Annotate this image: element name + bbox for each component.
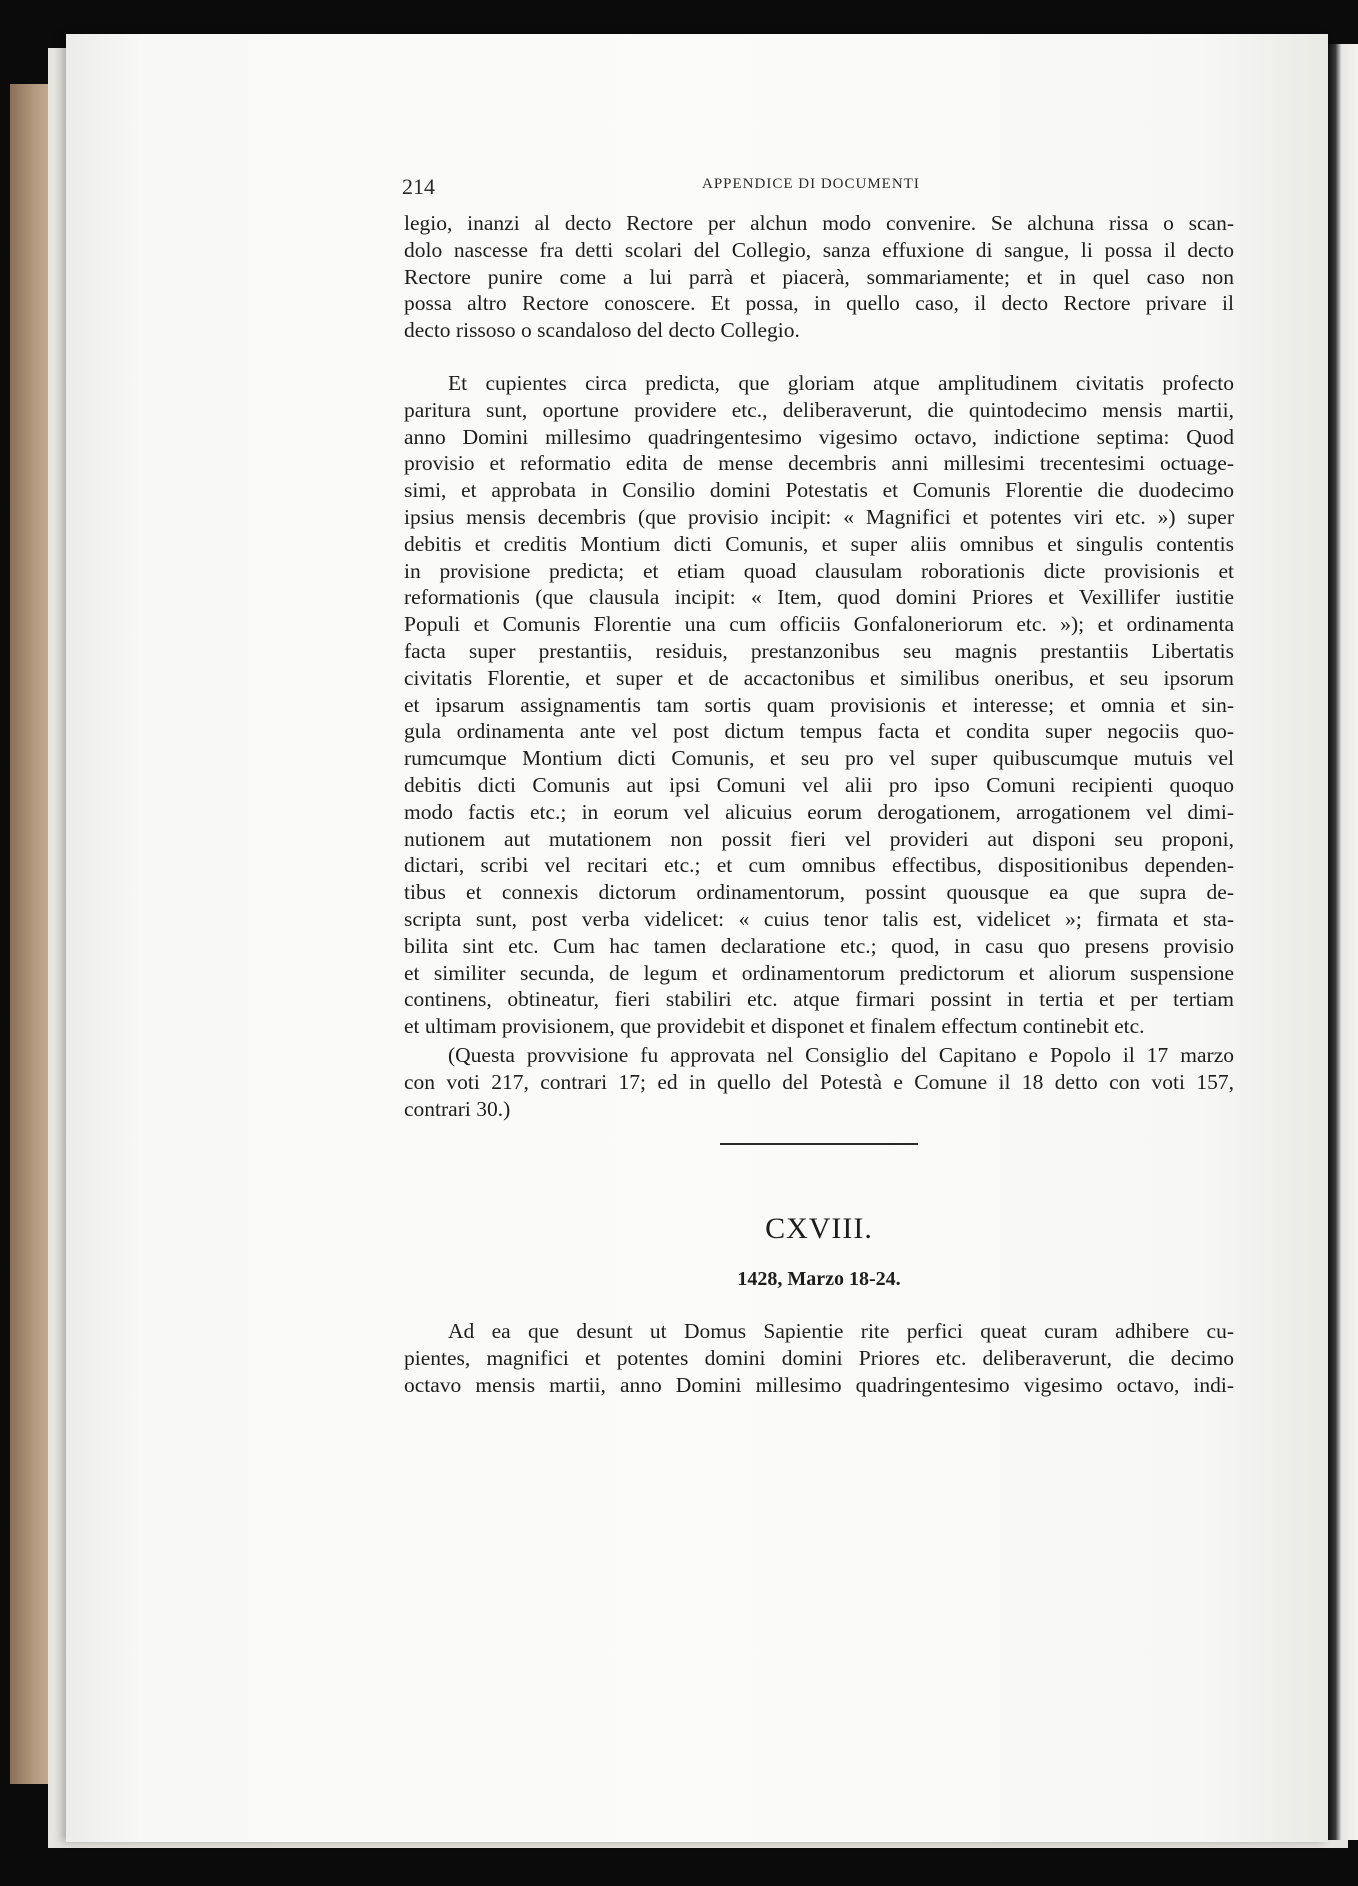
text-line: reformationis (que clausula incipit: « Item, quod domini Priores et Vexillifer iustitie [404, 585, 1234, 610]
running-title: APPENDICE DI DOCUMENTI [702, 176, 920, 192]
text-line: Populi et Comunis Florentie una cum officiis Gonfaloneriorum etc. »); et ordinamenta [404, 612, 1234, 637]
text-line: continens, obtineatur, fieri stabiliri etc. atque firmari possint in tertia et per tertiam [404, 987, 1234, 1012]
text-line: gula ordinamenta ante vel post dictum tempus facta et condita super negociis quo- [404, 719, 1234, 744]
text-line: decto rissoso o scandaloso del decto Collegio. [404, 318, 800, 343]
text-line: rumcumque Montium dicti Comunis, et seu pro vel super quibuscumque mutuis vel [404, 746, 1234, 771]
text-line: legio, inanzi al decto Rectore per alchun modo convenire. Se alchuna rissa o scan- [404, 211, 1234, 235]
chapter-heading: CXVIII. [765, 1212, 873, 1245]
text-line: pientes, magnifici et potentes domini domini Priores etc. deliberaverunt, die decimo [404, 1345, 1234, 1370]
text-line: Et cupientes circa predicta, que gloriam atque amplitudinem civitatis profecto [448, 371, 1234, 395]
text-line: et ipsarum assignamentis tam sortis quam provisionis et interesse; et omnia et sin- [404, 692, 1234, 717]
text-line: ipsius mensis decembris (que provisio incipit: « Magnifici et potentes viri etc. ») super [404, 504, 1234, 529]
text-line: (Questa provvisione fu approvata nel Consiglio del Capitano e Popolo il 17 marzo [448, 1043, 1234, 1067]
text-line: et similiter secunda, de legum et ordinamentorum predictorum et aliorum suspensione [404, 960, 1234, 985]
text-line: possa altro Rectore conoscere. Et possa, in quello caso, il decto Rectore privare il [404, 291, 1234, 316]
text-line: Ad ea que desunt ut Domus Sapientie rite perfici queat curam adhibere cu- [448, 1319, 1234, 1343]
facing-page-edge [1328, 44, 1358, 1840]
text-line: con voti 217, contrari 17; ed in quello del Potestà e Comune il 18 detto con voti 157, [404, 1069, 1234, 1094]
section-divider [720, 1143, 918, 1145]
text-line: facta super prestantiis, residuis, prestanzonibus seu magnis prestantiis Libertatis [404, 638, 1234, 663]
paragraph-4 [404, 1318, 1234, 1398]
text-line: nutionem aut mutationem non possit fieri vel provideri aut disponi seu proponi, [404, 826, 1234, 851]
document-date: 1428, Marzo 18-24. [737, 1268, 901, 1290]
text-line: et ultimam provisionem, que providebit et disponet et finalem effectum continebit etc. [404, 1014, 1145, 1039]
text-line: tibus et connexis dictorum ordinamentorum, possint quousque ea que supra de- [404, 880, 1234, 905]
text-line: dictari, scribi vel recitari etc.; et cum omnibus effectibus, dispositionibus dependen- [404, 853, 1234, 878]
text-line: debitis dicti Comunis aut ipsi Comuni vel alii pro ipso Comuni recipienti quoquo [404, 772, 1234, 797]
paragraph-2 [404, 370, 1234, 1040]
text-line: dolo nascesse fra detti scolari del Collegio, sanza effuxione di sangue, li possa il decto [404, 237, 1234, 262]
text-line: paritura sunt, oportune providere etc., deliberaverunt, die quintodecimo mensis martii, [404, 397, 1234, 422]
text-line: in provisione predicta; et etiam quoad clausulam roborationis dicte provisionis et [404, 558, 1234, 583]
paragraph-note [404, 1042, 1234, 1122]
page-number: 214 [402, 174, 435, 199]
paragraph-1 [404, 210, 1234, 344]
text-line: debitis et creditis Montium dicti Comunis, et super aliis omnibus et singulis contentis [404, 531, 1234, 556]
text-line: provisio et reformatio edita de mense decembris anni millesimi trecentesimi octuage- [404, 451, 1234, 476]
text-line: contrari 30.) [404, 1096, 511, 1121]
text-line: octavo mensis martii, anno Domini millesimo quadringentesimo vigesimo octavo, indi- [404, 1372, 1234, 1397]
text-line: simi, et approbata in Consilio domini Potestatis et Comunis Florentie die duodecimo [404, 478, 1234, 503]
text-line: anno Domini millesimo quadringentesimo vigesimo octavo, indictione septima: Quod [404, 424, 1234, 449]
text-line: Rectore punire come a lui parrà et piacerà, sommariamente; et in quel caso non [404, 264, 1234, 289]
text-line: bilita sint etc. Cum hac tamen declaratione etc.; quod, in casu quo presens provisio [404, 933, 1234, 958]
text-line: civitatis Florentie, et super et de accactonibus et similibus oneribus, et seu ipsorum [404, 665, 1234, 690]
text-line: modo factis etc.; in eorum vel alicuius eorum derogationem, arrogationem vel dimi- [404, 799, 1234, 824]
text-line: scripta sunt, post verba videlicet: « cuius tenor talis est, videlicet »; firmata et sta- [404, 906, 1234, 931]
